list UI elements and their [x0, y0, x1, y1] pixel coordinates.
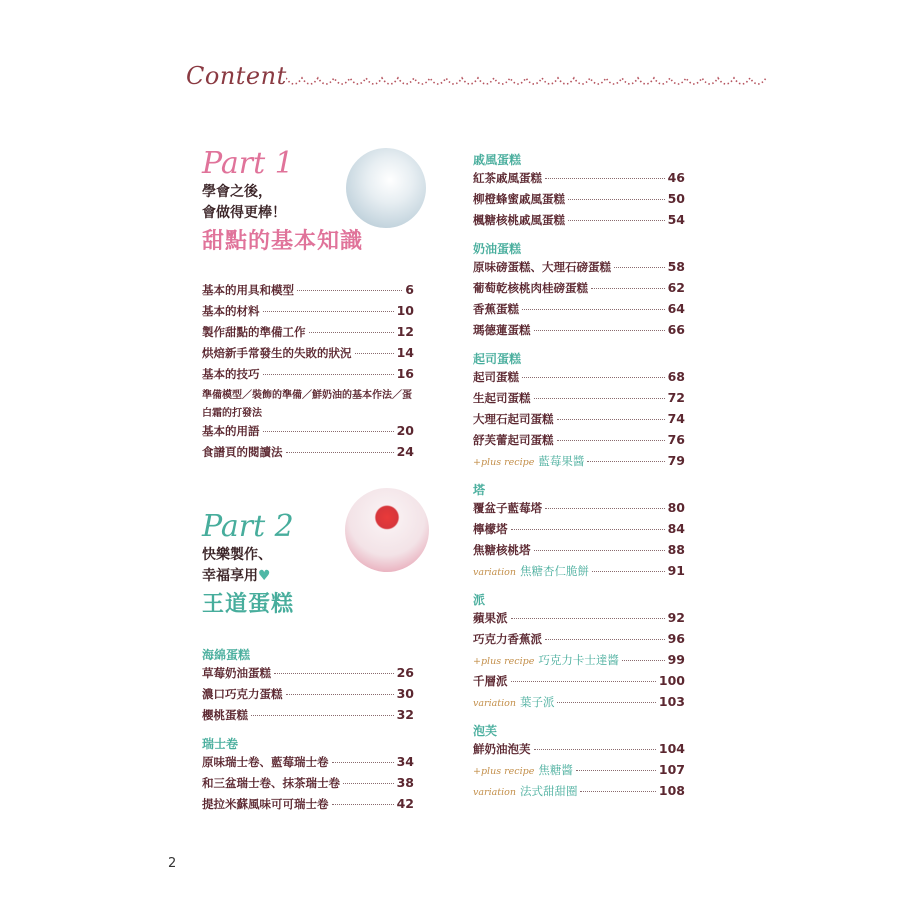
toc-entry[interactable] [473, 694, 685, 715]
toc-entry[interactable] [473, 610, 685, 631]
dot-leader [545, 639, 665, 640]
toc-entry[interactable] [473, 280, 685, 301]
toc-entry[interactable] [202, 754, 414, 775]
part2-subtitle-2 [202, 566, 414, 587]
entry-title: 蘋果派 [473, 611, 508, 625]
dot-leader [355, 353, 394, 354]
entry-tag: +plus recipe [473, 457, 535, 468]
dot-leader [534, 398, 665, 399]
part1-title: Part 1 [202, 146, 294, 181]
entry-title [473, 783, 577, 799]
section-heading: 起司蛋糕 [473, 352, 522, 366]
part1-heading: 甜點的基本知識 [202, 229, 364, 254]
toc-entry[interactable] [473, 411, 685, 432]
dot-leader [332, 762, 394, 763]
left-column [202, 146, 414, 817]
toc-entry[interactable] [202, 444, 414, 465]
dot-leader [568, 220, 665, 221]
entry-title [473, 762, 573, 778]
toc-entry[interactable] [202, 282, 414, 303]
toc-entry[interactable] [473, 741, 685, 762]
dot-leader [343, 783, 394, 784]
entry-title: 基本的技巧 [202, 367, 260, 381]
toc-entry[interactable] [473, 453, 685, 474]
toc-note: 準備模型／裝飾的準備／鮮奶油的基本作法／蛋白霜的打發法 [202, 390, 412, 419]
entry-title: 基本的用具和模型 [202, 283, 294, 297]
part2-entries [202, 645, 414, 817]
entry-page: 42 [396, 796, 414, 811]
dot-leader [511, 618, 665, 619]
entry-page: 80 [667, 500, 685, 515]
entry-page: 26 [396, 665, 414, 680]
dot-leader [592, 571, 665, 572]
entry-title: 楓糖核桃戚風蛋糕 [473, 213, 565, 227]
dot-leader [286, 694, 394, 695]
entry-page: 20 [396, 423, 414, 438]
entry-title: 草莓奶油蛋糕 [202, 666, 271, 680]
entry-title: 檸檬塔 [473, 522, 508, 536]
toc-entry[interactable] [473, 390, 685, 411]
section-heading: 戚風蛋糕 [473, 153, 522, 167]
dot-leader [545, 178, 665, 179]
dot-leader [591, 288, 665, 289]
entry-title [473, 694, 554, 710]
entry-page: 88 [667, 542, 685, 557]
entry-page: 34 [396, 754, 414, 769]
dot-leader [251, 715, 394, 716]
entry-title-text: 法式甜甜圈 [519, 784, 578, 798]
part2-subtitle-2-text: 幸福享用 [202, 568, 258, 584]
toc-entry[interactable] [202, 775, 414, 796]
entry-title-text: 巧克力卡士達醬 [538, 653, 619, 667]
entry-page: 104 [658, 741, 685, 756]
toc-entry[interactable] [202, 796, 414, 817]
entry-title: 千層派 [473, 674, 508, 688]
dot-leader [511, 529, 665, 530]
entry-page: 30 [396, 686, 414, 701]
entry-title: 瑪德蓮蛋糕 [473, 323, 531, 337]
toc-entry[interactable] [473, 783, 685, 804]
dot-leader [263, 374, 394, 375]
entry-page: 108 [658, 783, 685, 798]
part1-entries [202, 282, 414, 465]
entry-page: 6 [405, 282, 414, 297]
entry-page: 103 [658, 694, 685, 709]
toc-entry[interactable] [473, 301, 685, 322]
dot-leader [332, 804, 394, 805]
entry-title: 原味瑞士卷、藍莓瑞士卷 [202, 755, 329, 769]
toc-entry[interactable] [202, 366, 414, 387]
toc-entry[interactable] [473, 191, 685, 212]
entry-page: 12 [396, 324, 414, 339]
entry-page: 79 [667, 453, 685, 468]
entry-page: 10 [396, 303, 414, 318]
entry-title: 香蕉蛋糕 [473, 302, 519, 316]
entry-title: 和三盆瑞士卷、抹茶瑞士卷 [202, 776, 340, 790]
entry-title: 原味磅蛋糕、大理石磅蛋糕 [473, 260, 611, 274]
part2-subtitle-1: 快樂製作、 [202, 547, 272, 563]
toc-entry[interactable] [473, 652, 685, 673]
dot-leader [263, 311, 394, 312]
entry-page: 46 [667, 170, 685, 185]
dot-leader [286, 452, 394, 453]
toc-entry[interactable] [473, 212, 685, 233]
dot-leader [522, 309, 665, 310]
entry-page: 100 [658, 673, 685, 688]
toc-entry[interactable] [202, 423, 414, 444]
entry-title: 葡萄乾核桃肉桂磅蛋糕 [473, 281, 588, 295]
heart-icon: ♥ [258, 568, 271, 584]
entry-title: 食譜頁的閱讀法 [202, 445, 283, 459]
dot-leader [576, 770, 656, 771]
toc-entry[interactable] [473, 542, 685, 563]
entry-page: 38 [396, 775, 414, 790]
dot-leader [534, 749, 656, 750]
toc-entry[interactable] [202, 665, 414, 686]
entry-title: 大理石起司蛋糕 [473, 412, 554, 426]
entry-title: 櫻桃蛋糕 [202, 708, 248, 722]
entry-page: 50 [667, 191, 685, 206]
dot-leader [614, 267, 665, 268]
dot-leader [297, 290, 402, 291]
toc-entry[interactable] [473, 673, 685, 694]
dot-leader [534, 330, 665, 331]
section-heading: 奶油蛋糕 [473, 242, 522, 256]
entry-page: 24 [396, 444, 414, 459]
toc-entry[interactable] [473, 322, 685, 343]
entry-title: 覆盆子藍莓塔 [473, 501, 542, 515]
toc-entry[interactable] [473, 432, 685, 453]
toc-entry[interactable] [473, 521, 685, 542]
section-heading: 塔 [473, 483, 486, 497]
toc-entry[interactable] [202, 345, 414, 366]
entry-title: 焦糖核桃塔 [473, 543, 531, 557]
toc-entry[interactable] [202, 686, 414, 707]
section-heading: 瑞士卷 [202, 737, 239, 751]
entry-title: 巧克力香蕉派 [473, 632, 542, 646]
toc-entry[interactable] [473, 631, 685, 652]
toc-entry[interactable] [202, 707, 414, 728]
entry-page: 68 [667, 369, 685, 384]
dot-leader [568, 199, 665, 200]
entry-title-text: 葉子派 [519, 695, 555, 709]
toc-entry[interactable] [473, 762, 685, 783]
entry-tag: +plus recipe [473, 766, 535, 777]
entry-page: 58 [667, 259, 685, 274]
entry-page: 72 [667, 390, 685, 405]
toc-entry[interactable] [473, 170, 685, 191]
entry-page: 74 [667, 411, 685, 426]
dot-leader [557, 702, 655, 703]
dot-leader [587, 461, 664, 462]
entry-title [473, 453, 584, 469]
section-heading: 海綿蛋糕 [202, 648, 251, 662]
content-title: Content [186, 62, 287, 90]
dot-leader [263, 431, 394, 432]
entry-title: 起司蛋糕 [473, 370, 519, 384]
toc-entry[interactable] [473, 259, 685, 280]
section-heading: 泡芙 [473, 724, 498, 738]
entry-title-text: 焦糖醬 [538, 763, 573, 777]
part2-title: Part 2 [202, 509, 294, 544]
dot-leader [522, 377, 665, 378]
toc-entry[interactable] [473, 563, 685, 584]
right-column [473, 150, 685, 804]
entry-page: 91 [667, 563, 685, 578]
toc-entry[interactable] [473, 369, 685, 390]
entry-title: 生起司蛋糕 [473, 391, 531, 405]
entry-title-text: 焦糖杏仁脆餅 [519, 564, 589, 578]
part1-subtitle-2: 會做得更棒！ [202, 205, 286, 221]
entry-page: 84 [667, 521, 685, 536]
entry-title: 紅茶戚風蛋糕 [473, 171, 542, 185]
dot-leader [622, 660, 665, 661]
entry-title: 製作甜點的準備工作 [202, 325, 306, 339]
entry-title: 烘焙新手常發生的失敗的狀況 [202, 346, 352, 360]
toc-entry[interactable] [473, 500, 685, 521]
entry-title: 柳橙蜂蜜戚風蛋糕 [473, 192, 565, 206]
dot-leader [557, 419, 665, 420]
dot-leader [274, 673, 394, 674]
toc-entry[interactable] [202, 324, 414, 345]
entry-page: 16 [396, 366, 414, 381]
entry-title: 鮮奶油泡芙 [473, 742, 531, 756]
page-number: 2 [168, 856, 177, 871]
entry-page: 62 [667, 280, 685, 295]
part2-header [202, 509, 414, 645]
dot-leader [545, 508, 665, 509]
part2-heading: 王道蛋糕 [202, 592, 295, 617]
part1-subtitle-1: 學會之後， [202, 184, 272, 200]
entry-title: 舒芙蕾起司蛋糕 [473, 433, 554, 447]
entry-page: 66 [667, 322, 685, 337]
entry-title: 基本的用語 [202, 424, 260, 438]
part1-header [202, 146, 414, 282]
entry-page: 96 [667, 631, 685, 646]
dot-leader [511, 681, 656, 682]
entry-page: 54 [667, 212, 685, 227]
entry-title: 提拉米蘇風味可可瑞士卷 [202, 797, 329, 811]
entry-page: 76 [667, 432, 685, 447]
entry-title [473, 563, 589, 579]
entry-title [473, 652, 619, 668]
scallop-divider [286, 70, 772, 90]
dot-leader [580, 791, 655, 792]
entry-tag: variation [473, 787, 516, 798]
entry-tag: variation [473, 567, 516, 578]
dot-leader [309, 332, 394, 333]
entry-tag: +plus recipe [473, 656, 535, 667]
entry-page: 64 [667, 301, 685, 316]
toc-entry[interactable] [202, 303, 414, 324]
entry-title: 基本的材料 [202, 304, 260, 318]
section-heading: 派 [473, 593, 486, 607]
entry-title: 濃口巧克力蛋糕 [202, 687, 283, 701]
entry-page: 99 [667, 652, 685, 667]
entry-page: 107 [658, 762, 685, 777]
entry-page: 14 [396, 345, 414, 360]
dot-leader [534, 550, 665, 551]
entry-tag: variation [473, 698, 516, 709]
entry-page: 92 [667, 610, 685, 625]
entry-page: 32 [396, 707, 414, 722]
dot-leader [557, 440, 665, 441]
entry-title-text: 藍莓果醬 [538, 454, 585, 468]
